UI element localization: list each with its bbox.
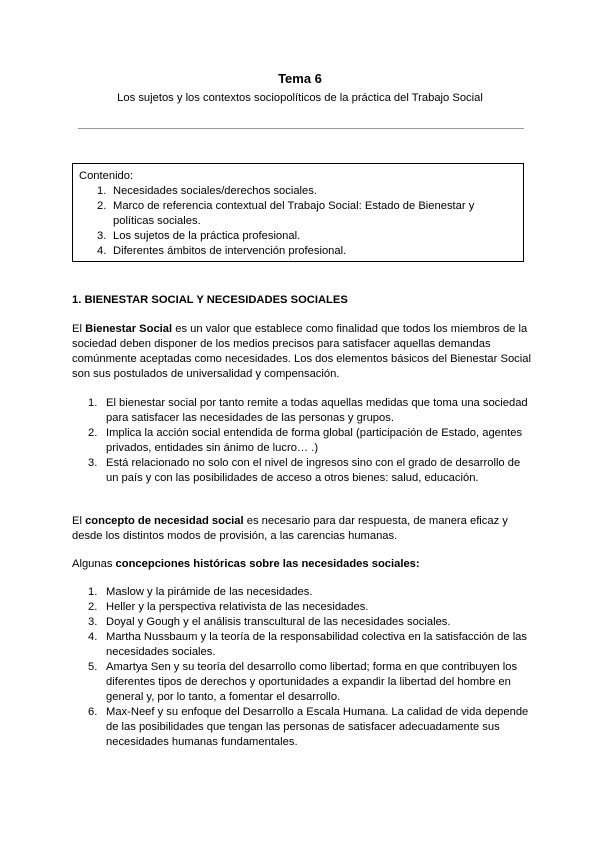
section-heading: 1. BIENESTAR SOCIAL Y NECESIDADES SOCIALES [72,294,348,306]
list-item: 2. Heller y la perspectiva relativista de las necesidades. [88,601,369,613]
need-concept-paragraph: El concepto de necesidad social es necesario para dar respuesta, de manera eficaz y desde los distintos modos de provisión, a las carencias humanas. [72,515,508,542]
list-item: 3. Los sujetos de la práctica profesional. [97,230,301,242]
list-item: 2. Marco de referencia contextual del Trabajo Social: Estado de Bienestar y políticas sociales. [97,200,475,227]
list-item: 1. El bienestar social por tanto remite a todas aquellas medidas que toma una sociedad para satisfacer las necesidades de las personas y grupos. [88,397,528,424]
bold-term: concepciones históricas sobre las necesidades sociales: [115,558,420,570]
list-item: 6. Max-Neef y su enfoque del Desarrollo a Escala Humana. La calidad de vida depende de las posibilidades que tengan las personas de satisfacer adecuadamente sus necesidades humanas fundamentales. [88,706,529,748]
contents-list [79,184,515,259]
list-item: 2. Implica la acción social entendida de forma global (participación de Estado, agentes privados, entidades sin ánimo de lucro… .) [88,427,523,454]
list-item: 5. Amartya Sen y su teoría del desarrollo como libertad; forma en que contribuyen los diferentes tipos de derechos y oportunidades a expandir la libertad del hombre en general y, por lo tanto, a fomentar el desarrollo. [88,661,518,703]
intro-paragraph: El Bienestar Social es un valor que establece como finalidad que todos los miembros de la sociedad deben disponer de los medios precisos para satisfacer aquellas demandas comúnmente aceptadas como necesidades. Los dos elementos básicos del Bienestar Social son sus postulados de universalidad y compensación. [72,323,531,380]
bold-term: Bienestar Social [85,323,173,335]
page-subtitle: Los sujetos y los contextos sociopolíticos de la práctica del Trabajo Social [117,92,483,104]
list-item: 1. Maslow y la pirámide de las necesidades. [88,586,313,598]
list-item: 3. Está relacionado no solo con el nivel de ingresos sino con el grado de desarrollo de un país y con las posibilidades de acceso a otros bienes: salud, educación. [88,457,521,484]
list-item: 4. Martha Nussbaum y la teoría de la responsabilidad colectiva en la satisfacción de las necesidades sociales. [88,631,528,658]
welfare-points [72,396,534,486]
contents-box [72,163,524,262]
page-title: Tema 6 [278,71,322,86]
contents-label: Contenido: [79,170,134,182]
list-item: 3. Doyal y Gough y el análisis transcultural de las necesidades sociales. [88,616,451,628]
historical-intro: Algunas concepciones históricas sobre las necesidades sociales: [72,558,420,570]
list-item: 4. Diferentes ámbitos de intervención profesional. [97,245,347,257]
divider [78,128,524,129]
list-item: 1. Necesidades sociales/derechos sociales. [97,185,317,197]
bold-term: concepto de necesidad social [85,515,244,527]
conceptions-list [72,585,534,750]
